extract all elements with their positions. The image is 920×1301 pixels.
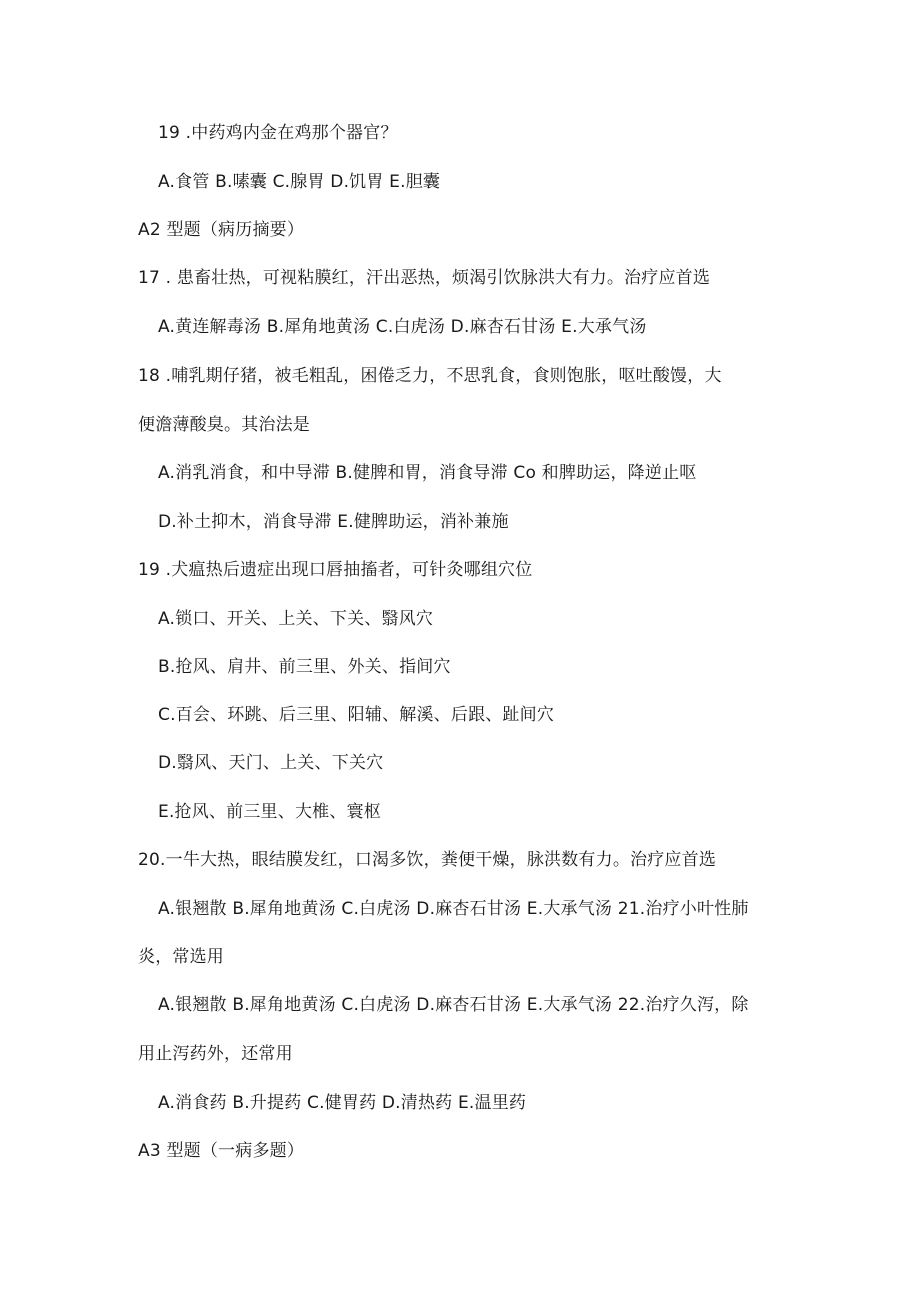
question-18-stem-line-2: 便澹薄酸臭。其治法是 (138, 415, 310, 435)
question-21-options-q22-stem: A.银翘散 B.犀角地黄汤 C.白虎汤 D.麻杏石甘汤 E.大承气汤 22.治疗久泻，除 (158, 995, 749, 1015)
question-19-options: A.食管 B.嗉囊 C.腺胃 D.饥胃 E.胆囊 (158, 172, 441, 192)
question-19b-option-a: A.锁口、开关、上关、下关、翳风穴 (158, 609, 434, 629)
question-21-stem-cont: 炎，常选用 (138, 947, 224, 967)
question-18-options-line-2: D.补土抑木，消食导滞 E.健脾助运，消补兼施 (158, 512, 509, 532)
question-19b-stem: 19 .犬瘟热后遗症出现口唇抽搐者，可针灸哪组穴位 (138, 560, 533, 580)
question-22-stem-cont: 用止泻药外，还常用 (138, 1044, 293, 1064)
question-20-options-q21-stem: A.银翘散 B.犀角地黄汤 C.白虎汤 D.麻杏石甘汤 E.大承气汤 21.治疗小叶性肺 (158, 899, 749, 919)
question-19b-option-c: C.百会、环跳、后三里、阳辅、解溪、后跟、趾间穴 (158, 705, 555, 725)
question-18-stem-line-1: 18 .哺乳期仔猪，被毛粗乱，困倦乏力，不思乳食，食则饱胀，呕吐酸馒，大 (138, 366, 722, 386)
question-19b-option-d: D.翳风、天门、上关、下关穴 (158, 753, 384, 773)
section-heading-a2: A2 型题（病历摘要） (138, 220, 305, 240)
question-19b-option-e: E.抢风、前三里、大椎、寰枢 (158, 802, 381, 822)
question-20-stem: 20.一牛大热，眼结膜发红，口渴多饮，粪便干燥，脉洪数有力。治疗应首选 (138, 850, 717, 870)
question-17-stem: 17 . 患畜壮热，可视粘膜红，汗出恶热，烦渴引饮脉洪大有力。治疗应首选 (138, 268, 711, 288)
question-19-stem: 19 .中药鸡内金在鸡那个器官？ (158, 123, 398, 143)
question-18-options-line-1: A.消乳消食，和中导滞 B.健脾和胃，消食导滞 Co 和脾助运，降逆止呕 (158, 463, 697, 483)
question-19b-option-b: B.抢风、肩井、前三里、外关、指间穴 (158, 657, 451, 677)
question-22-options: A.消食药 B.升提药 C.健胃药 D.清热药 E.温里药 (158, 1093, 527, 1113)
section-heading-a3: A3 型题（一病多题） (138, 1141, 305, 1161)
question-17-options: A.黄连解毒汤 B.犀角地黄汤 C.白虎汤 D.麻杏石甘汤 E.大承气汤 (158, 317, 647, 337)
